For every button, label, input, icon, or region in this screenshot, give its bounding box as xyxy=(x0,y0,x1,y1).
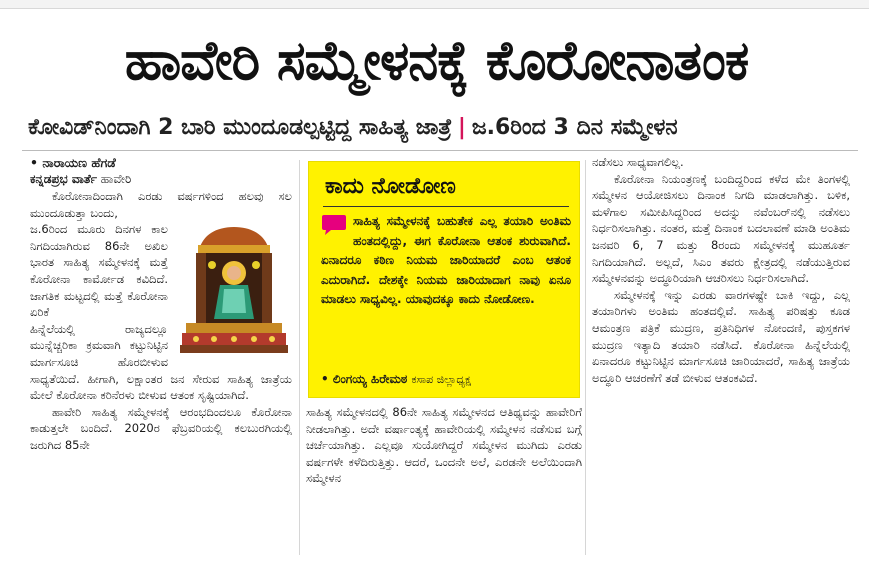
article-column-3 xyxy=(592,154,850,386)
quote-box-title: ಕಾದು ನೋಡೋಣ xyxy=(325,174,456,199)
quote-box-rule xyxy=(323,206,569,207)
dateline-place: ಹಾವೇರಿ xyxy=(100,172,132,186)
headline-rule xyxy=(22,150,858,151)
paragraph: ನಡೆಸಲು ಸಾಧ್ಯವಾಗಲಿಲ್ಲ. xyxy=(592,155,684,169)
paragraph: ಕೊರೋನಾ ನಿಯಂತ್ರಣಕ್ಕೆ ಬಂದಿದ್ದರಿಂದ ಕಳೆದ ಮೇ ತಿಂಗಳಲ್ಲಿ ಸಮ್ಮೇಳನ ಆಯೋಜಿಸಲು ದಿನಾಂಕ ನಿಗದಿ ಮಾಡಲಾಗಿತ್ತು. ಬಳಿಕ, ಮಳೆಗಾಲ ಸಮೀಪಿಸಿದ್ದರಿಂದ ಅದನ್ನು ನವೆಂಬರ್‌ನಲ್ಲಿ ನಡೆಸಲು ನಿರ್ಧರಿಸಲಾಗಿತ್ತು. ನಂತರ, ಮತ್ತೆ ದಿನಾಂಕ ಬದಲಾವಣೆ ಮಾಡಿ ಅಂತಿಮ ಜನವರಿ 6, 7 ಮತ್ತು 8ರಂದು ಸಮ್ಮೇಳನಕ್ಕೆ ಮುಹೂರ್ತ ನಿಗದಿಯಾಗಿದೆ. ಅಲ್ಲದೆ, ಸಿಎಂ ತವರು ಕ್ಷೇತ್ರದಲ್ಲಿ ನಡೆಯುತ್ತಿರುವ ಸಮ್ಮೇಳನವನ್ನು ಅದ್ಧೂರಿಯಾಗಿ ಆಚರಿಸಲು ನಿರ್ಧರಿಸಲಾಗಿದೆ. xyxy=(592,171,850,286)
quote-text: ಸಾಹಿತ್ಯ ಸಮ್ಮೇಳನಕ್ಕೆ ಬಹುತೇಕ ಎಲ್ಲ ತಯಾರಿ ಅಂತಿಮ ಹಂತದಲ್ಲಿದ್ದು, ಈಗ ಕೊರೋನಾ ಆತಂಕ ಶುರುವಾಗಿದೆ. ಏನಾದರೂ ಕಠಿಣ ನಿಯಮ ಜಾರಿಯಾದರೆ ಎಂಬ ಆತಂಕ ಎದುರಾಗಿದೆ. ದೇಶಕ್ಕೇ ನಿಯಮ ಜಾರಿಯಾದಾಗ ನಾವು ಏನೂ ಮಾಡಲು ಸಾಧ್ಯವಿಲ್ಲ. ಯಾವುದಕ್ಕೂ ಕಾದು ನೋಡೋಣ. xyxy=(321,214,571,306)
paragraph: ಹಾವೇರಿ ಸಾಹಿತ್ಯ ಸಮ್ಮೇಳನಕ್ಕೆ ಆರಂಭದಿಂದಲೂ ಕೊರೋನಾ ಕಾಡುತ್ತಲೇ ಬಂದಿದೆ. 2020ರ ಫೆಬ್ರವರಿಯಲ್ಲಿ ಕಲಬುರಗಿಯಲ್ಲಿ ಜರುಗಿದ 85ನೇ xyxy=(30,404,292,452)
byline: • ನಾರಾಯಣ ಹೆಗಡೆ xyxy=(30,155,116,170)
subhead-separator: | xyxy=(457,115,466,140)
subheadline xyxy=(28,110,858,146)
quote-box-text xyxy=(321,212,571,310)
quote-attribution xyxy=(321,370,571,389)
dateline xyxy=(30,171,292,188)
goddess-idol-image xyxy=(176,223,292,355)
column-divider xyxy=(585,160,586,555)
paragraph: ಸಮ್ಮೇಳನಕ್ಕೆ ಇನ್ನು ಎರಡು ವಾರಗಳಷ್ಟೇ ಬಾಕಿ ಇದ್ದು, ಎಲ್ಲ ತಯಾರಿಗಳು ಅಂತಿಮ ಹಂತದಲ್ಲಿವೆ. ಸಾಹಿತ್ಯ ಪರಿಷತ್ತು ಕೂಡ ಆಮಂತ್ರಣ ಪತ್ರಿಕೆ ಮುದ್ರಣ, ಪ್ರತಿನಿಧಿಗಳ ನೋಂದಣಿ, ಪುಸ್ತಕಗಳ ಮುದ್ರಣ ಇತ್ಯಾದಿ ತಯಾರಿ ನಡೆಸಿದೆ. ಕೊರೋನಾ ಹಿನ್ನೆಲೆಯಲ್ಲಿ ಏನಾದರೂ ಕಟ್ಟುನಿಟ್ಟಿನ ಮಾರ್ಗಸೂಚಿ ಜಾರಿಯಾದರೆ, ಸಾಹಿತ್ಯ ಜಾತ್ರೆಯ ಅದ್ಧೂರಿ ಆಚರಣೆಗೆ ತಡೆ ಬೀಳುವ ಆತಂಕವಿದೆ. xyxy=(592,287,850,385)
paragraph: ಕೊರೋನಾದಿಂದಾಗಿ ಎರಡು ವರ್ಷಗಳಿಂದ ಹಲವು ಸಲ ಮುಂದೂಡುತ್ತಾ ಬಂದು, xyxy=(30,189,292,220)
top-edge-strip xyxy=(0,0,869,9)
speech-bubble-icon xyxy=(321,214,347,236)
paragraph: ಜ.6ರಿಂದ ಮೂರು ದಿನಗಳ ಕಾಲ ನಿಗದಿಯಾಗಿರುವ 86ನೇ ಅಖಿಲ ಭಾರತ ಸಾಹಿತ್ಯ ಸಮ್ಮೇಳನಕ್ಕೆ ಮತ್ತೆ ಕೊರೋನಾ ಕಾರ್ಮೋಡ ಕವಿದಿದೆ. ಜಾಗತಿಕ ಮಟ್ಟದಲ್ಲಿ ಮತ್ತೆ ಕೊರೋನಾ ಏರಿಕೆ xyxy=(30,222,168,320)
article-column-1 xyxy=(30,154,292,454)
paragraph: ಸಾಹಿತ್ಯ ಸಮ್ಮೇಳನದಲ್ಲಿ 86ನೇ ಸಾಹಿತ್ಯ ಸಮ್ಮೇಳನದ ಆತಿಥ್ಯವನ್ನು ಹಾವೇರಿಗೆ ನೀಡಲಾಗಿತ್ತು. ಅದೇ ವರ್ಷಾಂತ್ಯಕ್ಕೆ ಹಾವೇರಿಯಲ್ಲಿ ಸಮ್ಮೇಳನ ನಡೆಸುವ ಬಗ್ಗೆ ಚರ್ಚೆಯಾಗಿತ್ತು. ಎಲ್ಲವೂ ಸುಯೋಗಿದ್ದರೆ ಸಮ್ಮೇಳನ ಮುಗಿದು ಎರಡು ವರ್ಷಗಳೇ ಕಳೆದಿರುತ್ತಿತ್ತು. ಆದರೆ, ಒಂದನೇ ಅಲೆ, ಎರಡನೇ ಅಲೆಯಿಂದಾಗಿ ಸಮ್ಮೇಳನ xyxy=(306,405,582,486)
dateline-paper: ಕನ್ನಡಪ್ರಭ ವಾರ್ತೆ xyxy=(30,172,97,186)
quote-author: • ಲಿಂಗಯ್ಯ ಹಿರೇಮಠ xyxy=(321,372,408,386)
article-column-2 xyxy=(306,404,582,487)
column-divider xyxy=(299,160,300,555)
subhead-part2: ಜ.6ರಿಂದ 3 ದಿನ ಸಮ್ಮೇಳನ xyxy=(471,115,678,140)
paragraph: ಹಿನ್ನೆಲೆಯಲ್ಲಿ ರಾಜ್ಯದಲ್ಲೂ ಮುನ್ನೆಚ್ಚರಿಕಾ ಕ್ರಮವಾಗಿ ಕಟ್ಟುನಿಟ್ಟಿನ ಮಾರ್ಗಸೂಚಿ ಹೊರಬೀಳುವ ಸಾಧ್ಯತೆಯಿದೆ. ಹೀಗಾಗಿ, ಲಕ್ಷಾಂತರ ಜನ ಸೇರುವ ಸಾಹಿತ್ಯ ಜಾತ್ರೆಯ ಮೇಲೆ ಕೊರೋನಾ ಕರಿನೆರಳು ಬೀಳುವ ಆತಂಕ ಸೃಷ್ಟಿಯಾಗಿದೆ. xyxy=(30,321,292,403)
subhead-part1: ಕೋವಿಡ್‌ನಿಂದಾಗಿ 2 ಬಾರಿ ಮುಂದೂಡಲ್ಪಟ್ಟಿದ್ದ ಸಾಹಿತ್ಯ ಜಾತ್ರೆ xyxy=(28,115,452,140)
quote-author-role: ಕಸಾಪ ಜಿಲ್ಲಾಧ್ಯಕ್ಷ xyxy=(411,373,471,386)
headline: ಹಾವೇರಿ ಸಮ್ಮೇಳನಕ್ಕೆ ಕೊರೋನಾತಂಕ xyxy=(124,29,749,92)
goddess-photo xyxy=(176,223,292,355)
quote-box xyxy=(308,161,580,398)
